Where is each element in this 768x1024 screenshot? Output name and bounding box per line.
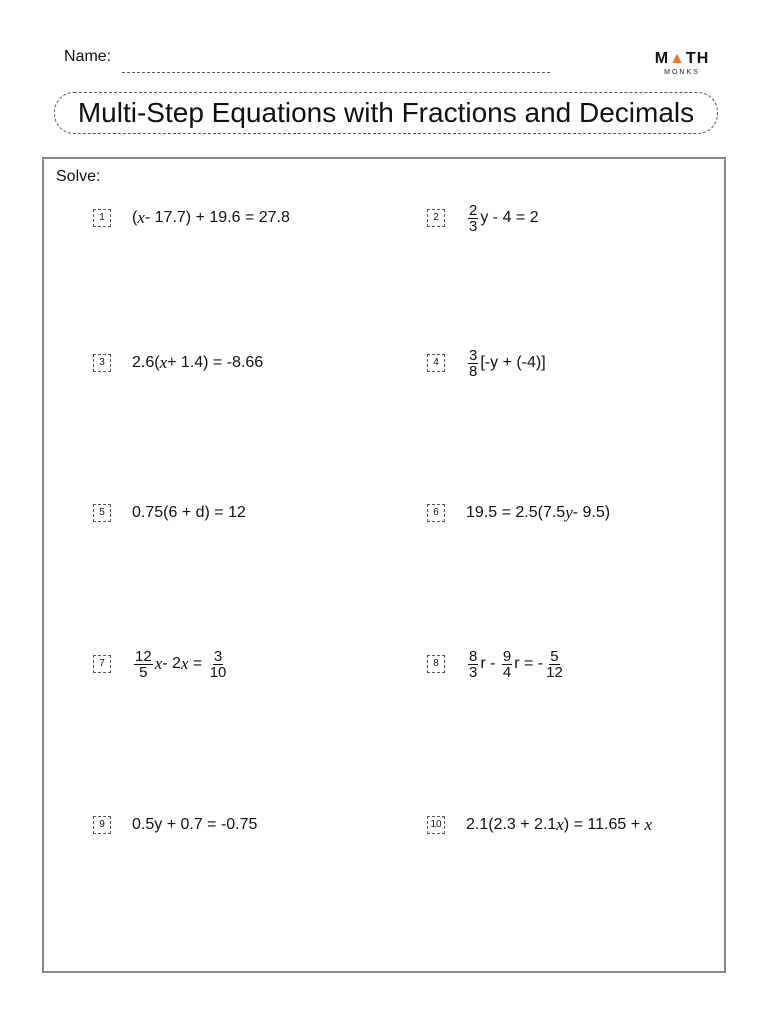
denominator: 8 [469, 362, 478, 380]
problem-5 [93, 495, 246, 531]
fraction [468, 203, 478, 234]
equation [466, 203, 539, 234]
equation-part: + 1.4) = -8.66 [167, 354, 264, 371]
logo-wordmark [654, 50, 710, 68]
variable: y [565, 503, 573, 522]
fraction [545, 649, 564, 680]
equation-part: 2.6( [132, 354, 160, 371]
denominator: 5 [139, 663, 148, 681]
denominator: 4 [502, 663, 512, 681]
problem-number: 2 [427, 209, 445, 227]
equation-part: - 9.5) [572, 504, 611, 521]
numerator: 2 [469, 201, 478, 219]
problem-number: 5 [93, 504, 111, 522]
problem-8 [427, 646, 566, 682]
problem-9 [93, 807, 257, 843]
worksheet-panel [42, 157, 726, 973]
equation-part: 19.5 = 2.5(7.5 [466, 504, 566, 521]
numerator: 5 [550, 647, 559, 665]
equation [132, 816, 257, 834]
equation [466, 815, 652, 835]
problem-number: 6 [427, 504, 445, 522]
equation-part: ) = 11.65 + [563, 816, 645, 833]
problem-3 [93, 345, 263, 381]
equation [466, 503, 610, 523]
title-banner [54, 92, 718, 134]
equation-part: ( [132, 209, 138, 226]
instruction-label: Solve: [56, 168, 101, 185]
equation-part: r = - [514, 655, 544, 672]
equation-part: y - 4 = 2 [480, 209, 539, 226]
numerator: 8 [469, 647, 478, 665]
logo-letter-m: M [654, 50, 670, 67]
equation-part: 0.75(6 + d) = 12 [132, 504, 246, 521]
equation-part: - 2 [162, 655, 181, 672]
name-line [122, 72, 550, 73]
equation [466, 348, 546, 379]
equation-part: = [188, 655, 207, 672]
fraction [502, 649, 512, 680]
equation-part: 2.1(2.3 + 2.1 [466, 816, 557, 833]
logo-subtitle: MONKS [664, 69, 700, 76]
problem-number: 10 [427, 816, 445, 834]
equation-part: 0.5y + 0.7 = -0.75 [132, 816, 258, 833]
variable: x [137, 208, 145, 227]
denominator: 12 [546, 663, 563, 681]
logo-letters-th: TH [685, 50, 710, 67]
name-label: Name: [64, 48, 112, 65]
problem-7 [93, 646, 229, 682]
equation [132, 353, 263, 373]
math-monks-logo [654, 50, 710, 77]
numerator: 3 [213, 647, 223, 665]
equation-part: r - [480, 655, 500, 672]
numerator: 9 [502, 647, 512, 665]
problem-number: 7 [93, 655, 111, 673]
numerator: 12 [135, 647, 152, 665]
fraction [468, 348, 478, 379]
variable: x [556, 815, 564, 834]
equation-part: - 17.7) + 19.6 = 27.8 [144, 209, 290, 226]
problem-10 [427, 807, 652, 843]
variable: x [159, 353, 168, 372]
equation [132, 208, 290, 228]
problem-number: 1 [93, 209, 111, 227]
denominator: 10 [209, 663, 227, 681]
equation-part: [-y + (-4)] [480, 354, 546, 371]
fraction [468, 649, 478, 680]
problem-number: 3 [93, 354, 111, 372]
equation [466, 649, 566, 680]
denominator: 3 [469, 663, 478, 681]
variable: x [154, 654, 163, 673]
problem-number: 8 [427, 655, 445, 673]
problem-number: 9 [93, 816, 111, 834]
equation [132, 504, 246, 522]
logo-triangle-icon: ▲ [669, 50, 686, 67]
variable: x [180, 654, 189, 673]
fraction [134, 649, 153, 680]
equation [132, 649, 229, 680]
page-title: Multi-Step Equations with Fractions and Decimals [77, 97, 695, 128]
problem-number: 4 [427, 354, 445, 372]
problem-6 [427, 495, 610, 531]
numerator: 3 [469, 346, 478, 364]
problem-4 [427, 345, 546, 381]
denominator: 3 [469, 217, 478, 235]
problem-2 [427, 200, 539, 236]
fraction [209, 649, 228, 680]
variable: x [644, 815, 653, 834]
problem-1 [93, 200, 290, 236]
